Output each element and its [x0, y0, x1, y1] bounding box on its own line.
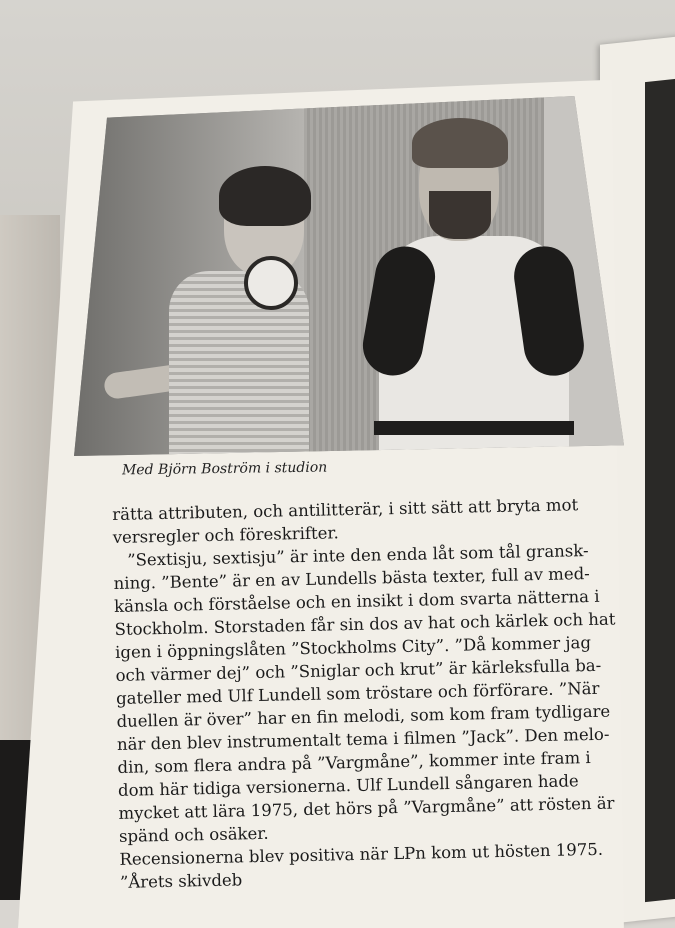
text-line: versregler och föreskrifter.: [112, 523, 339, 547]
text-line: spänd och osäker.: [118, 823, 269, 846]
text-line: mycket att lära 1975, det hörs på ”Vargmåne” att rösten är: [118, 793, 615, 823]
text-line: ”Sextisju, sextisju” är inte den enda låt som tål gransk-: [127, 541, 589, 570]
text-line: duellen är över” har en fin melodi, som kom fram tydligare: [116, 701, 611, 731]
text-line: ning. ”Bente” är en av Lundells bästa texter, full av med-: [113, 564, 590, 593]
body-text: [112, 492, 640, 894]
text-line: dom här tidiga versionerna. Ulf Lundell sångaren hade: [117, 771, 579, 800]
text-line: Stockholm. Storstaden får sin dos av hat och kärlek och hat: [114, 609, 616, 639]
photo-caption: Med Björn Boström i studion: [121, 459, 328, 479]
text-line: din, som flera andra på ”Vargmåne”, kommer inte fram i: [117, 748, 591, 777]
text-line: igen i öppningslåten ”Stockholms City”. ”Då kommer jag: [114, 633, 592, 662]
person-left-hair: [219, 166, 311, 226]
text-line: känsla och förståelse och en insikt i dom svarta nätterna i: [113, 586, 600, 616]
headphones: [244, 256, 298, 310]
text-line: rätta attributen, och antilitterär, i sitt sätt att bryta mot: [112, 495, 579, 524]
text-line: ”Årets skivdeb: [119, 870, 243, 892]
person-right-belt: [374, 421, 574, 435]
text-line: Recensionerna blev positiva när LPn kom ut hösten 1975.: [119, 839, 604, 869]
photo-two-men-studio: [74, 96, 624, 456]
person-right-hair: [412, 118, 508, 168]
text-line: gateller med Ulf Lundell som tröstare och förförare. ”När: [115, 678, 600, 708]
text-line: när den blev instrumentalt tema i filmen ”Jack”. Den melo-: [116, 724, 610, 754]
next-page-photo: [645, 78, 675, 902]
person-right-beard: [429, 191, 491, 239]
text-line: och värmer dej” och ”Sniglar och krut” är kärleksfulla ba-: [115, 655, 602, 685]
